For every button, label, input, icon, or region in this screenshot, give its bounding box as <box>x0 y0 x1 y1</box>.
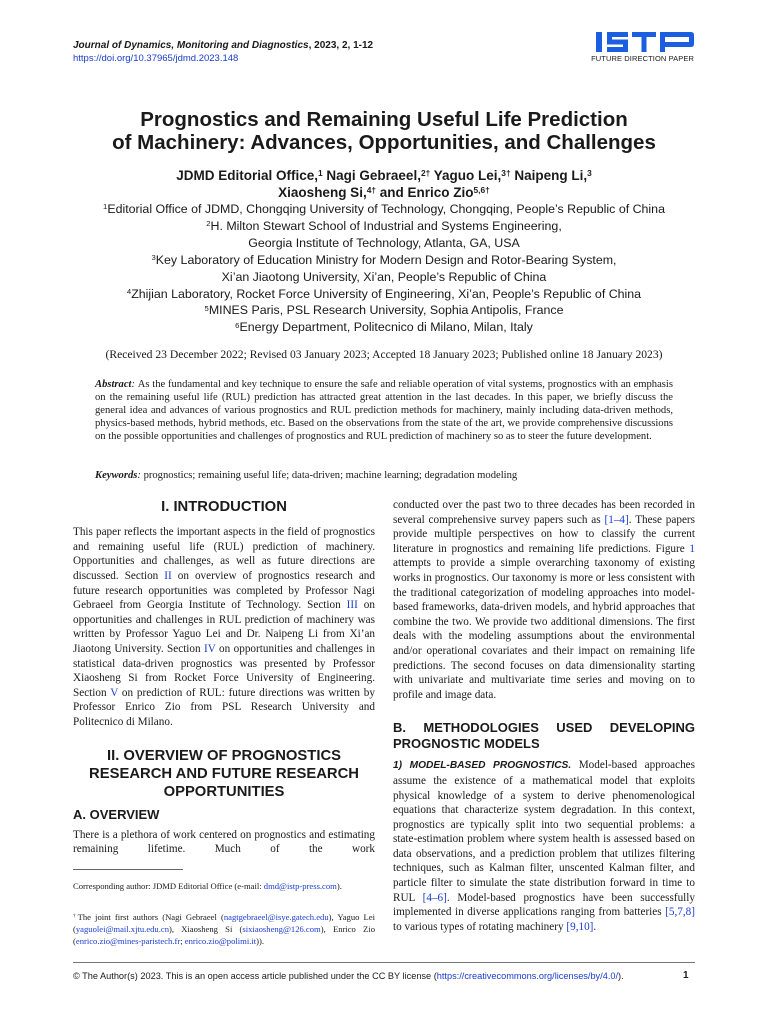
author-name: Yaguo Lei, <box>430 168 502 183</box>
author-affiliation-marker: 3 <box>587 168 592 179</box>
section-ref-link[interactable]: III <box>346 599 358 612</box>
overview-paragraph-cont: conducted over the past two to three decades has been recorded in several comprehensive survey papers such as [1–4]. These papers provide multiple perspectives on how to classify the current literature in prognostics and remaining life predictions. Figure 1 attempts to provide a simple overarching taxonomy of existing works in prognostics. Our taxonomy is more or less consistent with the traditional categorization of modeling approaches into model-based frameworks, data-driven models, and hybrid approaches that combine the two. We provide two additional dimensions. The first deals with the modeling assumptions about the environmental and/or operational covariates and their impact on remaining life predictions. The second focuses on data dimensionality starting with univariate and multivariate time series and moving on to profile and image data. <box>393 499 695 701</box>
received-dates: (Received 23 December 2022; Revised 03 January 2023; Accepted 18 January 2023; Published online 18 January 2023) <box>105 348 663 361</box>
email-link[interactable]: enrico.zio@polimi.it <box>184 936 257 947</box>
keywords: Keywords: prognostics; remaining useful life; data-driven; machine learning; degradation modeling <box>95 470 518 481</box>
author-affiliation-marker: 1 <box>318 168 323 179</box>
author-line-2 <box>60 184 708 201</box>
subsubsection-heading-model-based: 1) MODEL-BASED PROGNOSTICS. <box>393 760 572 772</box>
affiliation-list <box>40 201 728 336</box>
author-name: Xiaosheng Si, <box>278 185 367 200</box>
paper-title <box>40 108 728 154</box>
author-line-1 <box>60 167 708 184</box>
abstract: Abstract: As the fundamental and key technique to ensure the safe and reliable operation of vital systems, prognostics with an emphasis on the remaining useful life (RUL) prediction has attracted great attention in the last decades. In this paper, we briefly discuss the general idea and advances of various prognostics and RUL prediction methods for machinery, mainly including data-driven methods, physics-based methods, hybrid methods, etc. Based on the observations from the state of the art, we provide comprehensive discussions on the possible opportunities and challenges of prognostics and RUL prediction of machinery so as to steer the future development. <box>95 379 673 443</box>
author-affiliation-marker: 2† <box>420 168 431 179</box>
istp-logo <box>596 32 694 52</box>
footer-divider <box>73 962 695 963</box>
email-link[interactable]: enrico.zio@mines-paristech.fr <box>75 936 181 947</box>
section-ref-link[interactable]: IV <box>204 643 216 656</box>
keywords-text: prognostics; remaining useful life; data-driven; machine learning; degradation modeling <box>143 470 518 481</box>
affiliation-3: $^3$Key Laboratory of Education Ministry for Modern Design and Rotor-Bearing System, <box>151 252 617 267</box>
keywords-label: Keywords <box>95 470 138 481</box>
intro-paragraph: This paper reflects the important aspects in the field of prognostics and remaining useful life (RUL) prediction of machinery. Opportunities and challenges, as well as future directions are discussed. Section II on overview of prognostics research and future research opportunities was completed by Professor Nagi Gebraeel from Georgia Institute of Technology. Section III on opportunities and challenges in RUL prediction of machinery was written by Professor Yaguo Lei and Dr. Naipeng Li from Xi’an Jiaotong University. Section IV on opportunities and challenges in statistical data-driven prognostics was presented by Professor Xiaosheng Si from Rocket Force University of Engineering. Section V on prediction of RUL: future directions was written by Professor Enrico Zio from PSL Research University and Politecnico di Milano. <box>73 526 375 729</box>
affiliation-5: $^5$MINES Paris, PSL Research University, Sophia Antipolis, France <box>204 303 564 318</box>
figure-ref-link[interactable]: 1 <box>689 542 695 555</box>
email-link[interactable]: yaguolei@mail.xjtu.edu.cn <box>75 924 169 935</box>
email-link[interactable]: nagtgebraeel@isye.gatech.edu <box>223 912 329 922</box>
license-link[interactable]: https://creativecommons.org/licenses/by/4.0/ <box>436 971 619 981</box>
citation-link[interactable]: [9,10] <box>566 920 594 933</box>
section-heading-introduction: I. INTRODUCTION <box>161 499 287 515</box>
page-number: 1 <box>683 970 689 981</box>
author-name: JDMD Editorial Office, <box>176 168 318 183</box>
affiliation-2-cont: Georgia Institute of Technology, Atlanta, GA, USA <box>248 235 520 250</box>
author-name: and Enrico Zio <box>376 185 474 200</box>
doi-link[interactable] <box>73 53 238 64</box>
title-line-1: Prognostics and Remaining Useful Life Prediction <box>140 108 628 131</box>
journal-name: Journal of Dynamics, Monitoring and Diagnostics <box>73 40 309 51</box>
email-link[interactable]: dmd@istp-press.com <box>263 881 337 891</box>
affiliation-3-cont: Xi’an Jiaotong University, Xi’an, People’s Republic of China <box>221 269 547 284</box>
email-link[interactable]: sixiaosheng@126.com <box>242 924 321 935</box>
author-affiliation-marker: 5,6† <box>473 185 490 196</box>
doi-text[interactable]: https://doi.org/10.37965/jdmd.2023.148 <box>73 53 239 64</box>
subsection-heading-overview: A. OVERVIEW <box>73 806 160 822</box>
paper-type-label: FUTURE DIRECTION PAPER <box>591 54 694 63</box>
section-heading-overview: II. OVERVIEW OF PROGNOSTICS RESEARCH AND FUTURE RESEARCH OPPORTUNITIES <box>89 747 359 801</box>
overview-paragraph: There is a plethora of work centered on prognostics and estimating remaining lifetime. Much of the work <box>73 828 375 856</box>
left-column <box>73 498 375 857</box>
title-line-2: of Machinery: Advances, Opportunities, and Challenges <box>112 131 656 154</box>
subsection-heading-methodologies: B. METHODOLOGIES USED DEVELOPING PROGNOSTIC MODELS <box>393 720 695 752</box>
right-column <box>393 498 695 934</box>
model-based-paragraph: 1) MODEL-BASED PROGNOSTICS. Model-based approaches assume the existence of a mathematical model that exploits physical knowledge of a system to derive phenomenological equations that characterize system degradation. In this context, prognostics are typically split into two sequential problems: a state-estimation problem where system health is assessed based on data observations, and a prediction problem that utilizes filtering techniques, such as Kalman filter, unscented Kalman filter, and particle filter to simulate the state distribution forward in time to RUL [4–6]. Model-based prognostics have been successfully implemented in diverse applications ranging from batteries [5,7,8] to various types of rotating machinery [9,10]. <box>393 759 695 933</box>
license-notice: © The Author(s) 2023. This is an open access article published under the CC BY license (https://creativecommons.org/licenses/by/4.0/). <box>73 971 624 981</box>
footnote-divider <box>73 869 183 870</box>
author-list <box>60 167 708 201</box>
citation-link[interactable]: [4–6] <box>422 891 447 904</box>
journal-meta: , 2023, 2, 1-12 <box>308 40 374 51</box>
author-name: Nagi Gebraeel, <box>322 168 421 183</box>
author-affiliation-marker: 4† <box>366 185 377 196</box>
abstract-label: Abstract <box>95 379 132 390</box>
section-ref-link[interactable]: V <box>110 686 119 699</box>
citation-link[interactable]: [5,7,8] <box>665 906 695 919</box>
affiliation-2: $^2$H. Milton Stewart School of Industrial and Systems Engineering, <box>206 218 562 233</box>
footnote-joint-authors: †The joint first authors (Nagi Gebraeel (nagtgebraeel@isye.gatech.edu), Yaguo Lei (yaguolei@mail.xjtu.edu.cn), Xiaosheng Si (sixiaosheng@126.com), Enrico Zio (enrico.zio@mines-paristech.fr; enrico.zio@polimi.it)). <box>73 912 375 947</box>
author-name: Naipeng Li, <box>510 168 588 183</box>
affiliation-4: $^4$Zhijian Laboratory, Rocket Force University of Engineering, Xi’an, People’s Republic of China <box>126 286 642 301</box>
section-ref-link[interactable]: II <box>164 570 172 583</box>
abstract-text: As the fundamental and key technique to ensure the safe and reliable operation of vital systems, prognostics with an emphasis on the remaining useful life (RUL) prediction has attracted great attention in the last decades. In this paper, we briefly discuss the general idea and advances of various prognostics and RUL prediction methods for machinery, mainly including data-driven methods, physics-based methods, hybrid methods, etc. Based on the observations from the state of the art, we provide comprehensive discussions on the possible opportunities and challenges of prognostics and RUL prediction of machinery so as to steer the future development. <box>95 379 673 443</box>
journal-citation <box>73 40 373 51</box>
footnote-corresponding-author: Corresponding author: JDMD Editorial Office (e-mail: dmd@istp-press.com). <box>73 881 342 891</box>
affiliation-6: $^6$Energy Department, Politecnico di Milano, Milan, Italy <box>235 320 533 335</box>
author-affiliation-marker: 3† <box>501 168 511 179</box>
istp-logo-mark <box>596 32 694 52</box>
citation-link[interactable]: [1–4] <box>604 513 629 526</box>
affiliation-1: $^1$Editorial Office of JDMD, Chongqing University of Technology, Chongqing, People’s Republic of China <box>103 202 665 216</box>
